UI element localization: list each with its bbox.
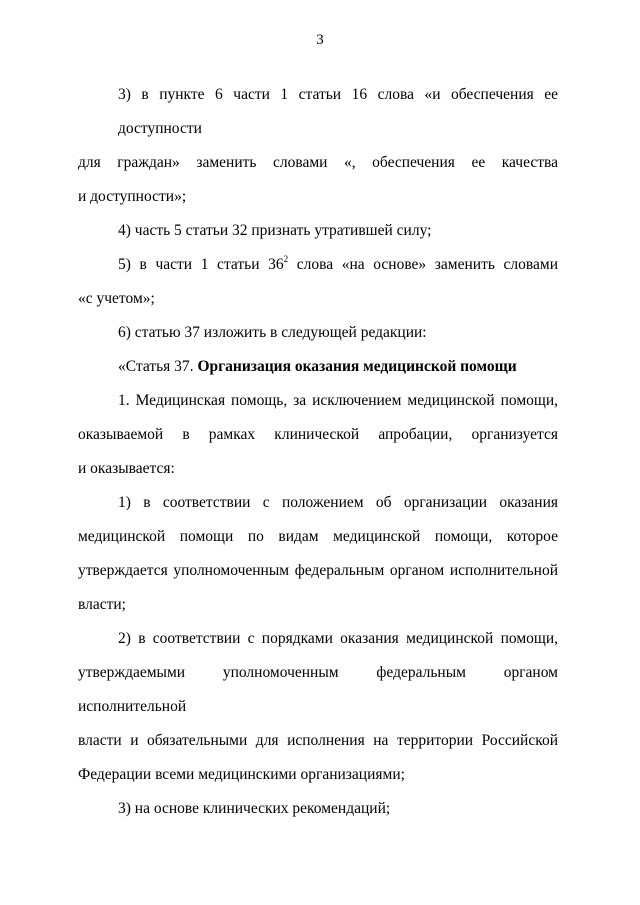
superscript: 2 xyxy=(283,254,289,264)
text-line: оказываемой в рамках клинической апробации, организуется xyxy=(78,426,558,443)
text-line: 2) в соответствии с порядками оказания медицинской помощи, xyxy=(118,630,558,647)
list-item-5 xyxy=(78,248,558,316)
text-line: утверждается уполномоченным федеральным органом исполнительной xyxy=(78,562,558,579)
text-fragment: 5) в части 1 статьи 36 xyxy=(118,256,284,273)
text-line: 6) статью 37 изложить в следующей редакции: xyxy=(118,324,427,341)
subpoint-3 xyxy=(78,792,558,826)
text-line xyxy=(78,350,558,384)
text-line: медицинской помощи по видам медицинской помощи, которое xyxy=(78,528,558,545)
text-line: 1) в соответствии с положением об организации оказания xyxy=(118,494,558,511)
subpoint-2 xyxy=(78,622,558,792)
text-line: власти и обязательными для исполнения на территории Российской xyxy=(78,732,558,749)
article-title: Организация оказания медицинской помощи xyxy=(197,358,517,375)
article-point-1 xyxy=(78,384,558,486)
text-line: 3) на основе клинических рекомендаций; xyxy=(118,800,391,817)
text-line xyxy=(78,248,558,282)
document-body xyxy=(78,78,558,826)
list-item-3 xyxy=(78,78,558,214)
article-heading xyxy=(78,350,558,384)
article-prefix: «Статья 37. xyxy=(118,358,198,375)
text-line: власти; xyxy=(78,596,126,613)
text-line: 3) в пункте 6 части 1 статьи 16 слова «и обеспечения ее доступности xyxy=(118,86,558,137)
text-line: для граждан» заменить словами «, обеспечения ее качества xyxy=(78,154,558,171)
text-line: и оказывается: xyxy=(78,460,175,477)
text-line: 1. Медицинская помощь, за исключением медицинской помощи, xyxy=(118,392,558,409)
text-line: «с учетом»; xyxy=(78,290,155,307)
page-number: 3 xyxy=(316,32,324,48)
text-line: Федерации всеми медицинскими организациями; xyxy=(78,766,405,783)
text-line: и доступности»; xyxy=(78,188,187,205)
text-fragment: слова «на основе» заменить словами xyxy=(288,256,558,273)
text-line: 4) часть 5 статьи 32 признать утратившей силу; xyxy=(118,222,432,239)
list-item-4 xyxy=(78,214,558,248)
list-item-6 xyxy=(78,316,558,350)
subpoint-1 xyxy=(78,486,558,622)
text-line: утверждаемыми уполномоченным федеральным органом исполнительной xyxy=(78,664,558,715)
